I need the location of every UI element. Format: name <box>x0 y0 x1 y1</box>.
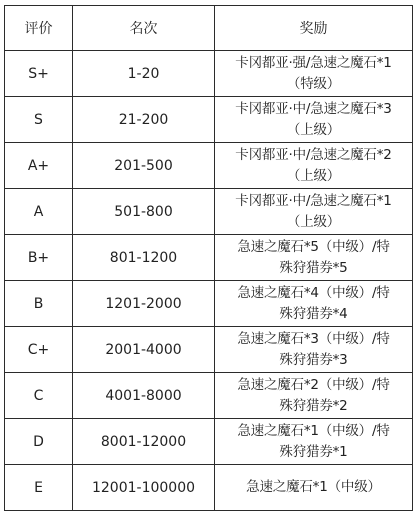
rank-cell: 2001-4000 <box>73 327 215 373</box>
reward-line-2: 殊狩猎券*3 <box>279 351 348 368</box>
reward-cell <box>215 189 413 235</box>
reward-line-1: 急速之魔石*1（中级）/特 <box>237 422 390 439</box>
reward-cell <box>215 143 413 189</box>
reward-line-1: 卡冈都亚·中/急速之魔石*2 <box>235 146 392 163</box>
reward-line-2: （特级） <box>286 75 341 92</box>
reward-line-2: （上级） <box>286 167 341 184</box>
rank-cell: 12001-100000 <box>73 465 215 511</box>
rating-cell: C <box>5 373 73 419</box>
table-row <box>5 97 413 143</box>
reward-cell <box>215 419 413 465</box>
reward-cell <box>215 281 413 327</box>
reward-line-2: 殊狩猎券*2 <box>279 397 348 414</box>
rating-cell: D <box>5 419 73 465</box>
reward-line-1: 急速之魔石*3（中级）/特 <box>237 330 390 347</box>
header-rating: 评价 <box>5 6 73 51</box>
reward-line-1: 急速之魔石*4（中级）/特 <box>237 284 390 301</box>
rating-cell: A+ <box>5 143 73 189</box>
reward-line-1: 卡冈都亚·中/急速之魔石*1 <box>235 192 392 209</box>
table-row <box>5 51 413 97</box>
header-rank: 名次 <box>73 6 215 51</box>
rating-cell: B <box>5 281 73 327</box>
rank-cell: 801-1200 <box>73 235 215 281</box>
reward-cell <box>215 97 413 143</box>
rank-cell: 4001-8000 <box>73 373 215 419</box>
reward-cell <box>215 51 413 97</box>
reward-line-1: 急速之魔石*2（中级）/特 <box>237 376 390 393</box>
table-row <box>5 235 413 281</box>
reward-cell <box>215 465 413 511</box>
rank-cell: 1-20 <box>73 51 215 97</box>
rating-cell: B+ <box>5 235 73 281</box>
header-reward: 奖励 <box>215 6 413 51</box>
table-row <box>5 189 413 235</box>
rating-cell: S <box>5 97 73 143</box>
table-row <box>5 143 413 189</box>
reward-line-2: 殊狩猎券*5 <box>279 259 348 276</box>
rank-cell: 501-800 <box>73 189 215 235</box>
reward-line-2: （上级） <box>286 121 341 138</box>
reward-line-2: 殊狩猎券*4 <box>279 305 348 322</box>
table-header-row <box>5 6 413 51</box>
reward-cell <box>215 235 413 281</box>
table-row <box>5 327 413 373</box>
reward-line-1: 急速之魔石*5（中级）/特 <box>237 238 390 255</box>
rank-cell: 8001-12000 <box>73 419 215 465</box>
table-row <box>5 419 413 465</box>
rating-cell: C+ <box>5 327 73 373</box>
reward-cell <box>215 373 413 419</box>
rank-cell: 21-200 <box>73 97 215 143</box>
rating-cell: E <box>5 465 73 511</box>
table-row <box>5 373 413 419</box>
reward-line-2: （上级） <box>286 213 341 230</box>
reward-line-1: 急速之魔石*1（中级） <box>246 479 381 495</box>
reward-line-1: 卡冈都亚·中/急速之魔石*3 <box>235 100 392 117</box>
table-row <box>5 281 413 327</box>
rating-cell: S+ <box>5 51 73 97</box>
rank-cell: 1201-2000 <box>73 281 215 327</box>
table-row <box>5 465 413 511</box>
rating-cell: A <box>5 189 73 235</box>
reward-cell <box>215 327 413 373</box>
reward-table <box>4 5 413 511</box>
reward-line-1: 卡冈都亚·强/急速之魔石*1 <box>235 54 392 71</box>
reward-line-2: 殊狩猎券*1 <box>279 443 348 460</box>
rank-cell: 201-500 <box>73 143 215 189</box>
